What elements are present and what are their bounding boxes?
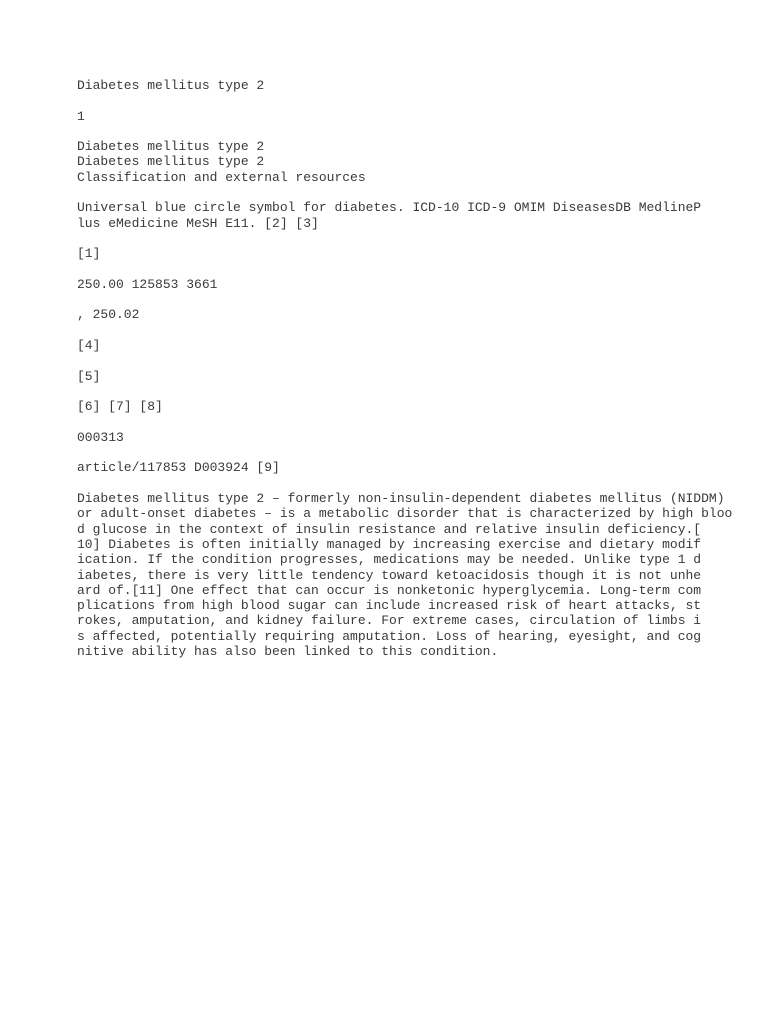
spacer — [77, 476, 737, 491]
infobox-title-repeat: Diabetes mellitus type 2 — [77, 154, 265, 170]
infobox-caption-line: Universal blue circle symbol for diabetes. ICD-10 ICD-9 OMIM DiseasesDB MedlineP — [77, 200, 702, 216]
spacer — [77, 415, 737, 430]
spacer — [77, 323, 737, 338]
infobox-subtitle: Classification and external resources — [77, 169, 366, 185]
medlineplus-code: 000313 — [77, 429, 124, 445]
paragraph-line: nitive ability has also been linked to this condition. — [77, 643, 499, 659]
paragraph-line: d glucose in the context of insulin resistance and relative insulin deficiency.[ — [77, 521, 702, 537]
paragraph-line: ication. If the condition progresses, medications may be needed. Unlike type 1 d — [77, 552, 702, 568]
spacer — [77, 124, 737, 139]
page-number: 1 — [77, 108, 85, 124]
paragraph-line: ard of.[11] One effect that can occur is nonketonic hyperglycemia. Long-term com — [77, 582, 702, 598]
reference-marker: [5] — [77, 368, 101, 384]
classification-codes-extra: , 250.02 — [77, 307, 140, 323]
paragraph-line: s affected, potentially requiring amputation. Loss of hearing, eyesight, and cog — [77, 628, 702, 644]
paragraph-line: rokes, amputation, and kidney failure. For extreme cases, circulation of limbs i — [77, 613, 702, 629]
infobox-caption-line: lus eMedicine MeSH E11. [2] [3] — [77, 215, 319, 231]
reference-markers: [6] [7] [8] — [77, 399, 163, 415]
document-header-title: Diabetes mellitus type 2 — [77, 78, 265, 93]
paragraph-line: iabetes, there is very little tendency toward ketoacidosis though it is not unhe — [77, 567, 702, 583]
spacer — [77, 353, 737, 368]
paragraph-line: 10] Diabetes is often initially managed by increasing exercise and dietary modif — [77, 536, 702, 552]
spacer — [77, 292, 737, 307]
spacer — [77, 93, 737, 108]
infobox — [77, 139, 737, 491]
document-page — [77, 78, 737, 659]
body-paragraph — [77, 491, 737, 659]
paragraph-line: Diabetes mellitus type 2 – formerly non-insulin-dependent diabetes mellitus (NIDDM) — [77, 491, 725, 507]
infobox-title: Diabetes mellitus type 2 — [77, 139, 265, 155]
spacer — [77, 185, 737, 200]
spacer — [77, 384, 737, 399]
reference-marker: [4] — [77, 338, 101, 354]
reference-marker: [1] — [77, 246, 101, 262]
classification-codes: 250.00 125853 3661 — [77, 276, 218, 292]
paragraph-line: plications from high blood sugar can include increased risk of heart attacks, st — [77, 598, 702, 614]
spacer — [77, 231, 737, 246]
spacer — [77, 445, 737, 460]
spacer — [77, 262, 737, 277]
emedicine-mesh-codes: article/117853 D003924 [9] — [77, 460, 280, 476]
paragraph-line: or adult-onset diabetes – is a metabolic disorder that is characterized by high bloo — [77, 506, 733, 522]
